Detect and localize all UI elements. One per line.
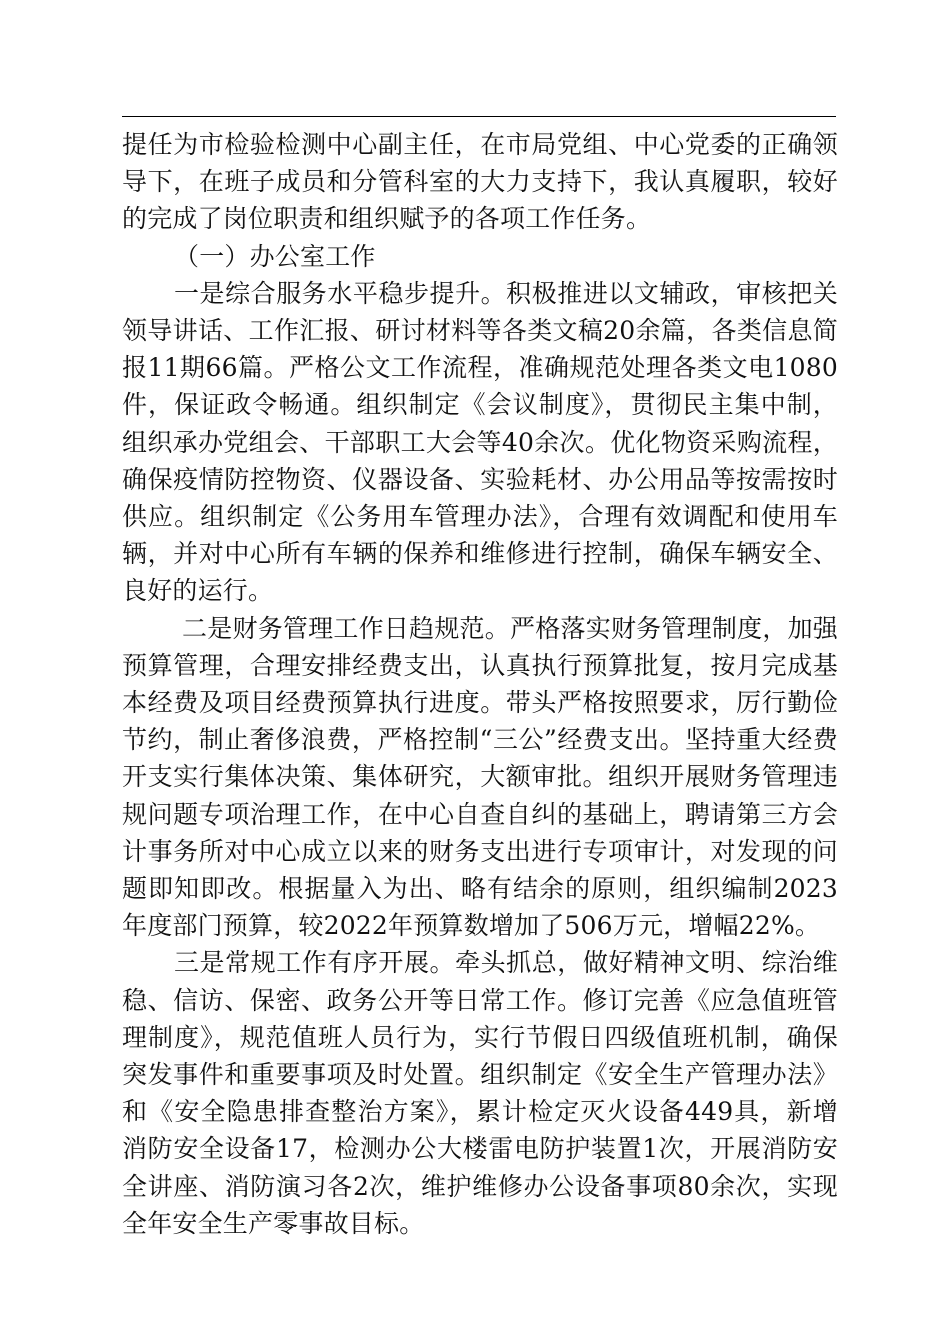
paragraph-continuation: 提任为市检验检测中心副主任，在市局党组、中心党委的正确领导下，在班子成员和分管科室的大力支持下，我认真履职，较好的完成了岗位职责和组织赋予的各项工作任务。 <box>122 130 838 234</box>
paragraph-service: 一是综合服务水平稳步提升。积极推进以文辅政，审核把关领导讲话、工作汇报、研讨材料等各类文稿20余篇，各类信息简报11期66篇。严格公文工作流程，准确规范处理各类文电1080件，保证政令畅通。组织制定《会议制度》，贯彻民主集中制，组织承办党组会、干部职工大会等40余次。优化物资采购流程，确保疫情防控物资、仪器设备、实验耗材、办公用品等按需按时供应。组织制定《公务用车管理办法》，合理有效调配和使用车辆，并对中心所有车辆的保养和维修进行控制，确保车辆安全、良好的运行。 <box>122 278 838 606</box>
paragraph-routine: 三是常规工作有序开展。牵头抓总，做好精神文明、综治维稳、信访、保密、政务公开等日常工作。修订完善《应急值班管理制度》，规范值班人员行为，实行节假日四级值班机制，确保突发事件和重要事项及时处置。组织制定《安全生产管理办法》和《安全隐患排查整治方案》，累计检定灭火设备449具，新增消防安全设备17，检测办公大楼雷电防护装置1次，开展消防安全讲座、消防演习各2次，维护维修办公设备事项80余次，实现全年安全生产零事故目标。 <box>122 948 838 1238</box>
paragraph-finance: 二是财务管理工作日趋规范。严格落实财务管理制度，加强预算管理，合理安排经费支出，认真执行预算批复，按月完成基本经费及项目经费预算执行进度。带头严格按照要求，厉行勤俭节约，制止奢侈浪费，严格控制“三公”经费支出。坚持重大经费开支实行集体决策、集体研究，大额审批。组织开展财务管理违规问题专项治理工作，在中心自查自纠的基础上，聘请第三方会计事务所对中心成立以来的财务支出进行专项审计，对发现的问题即知即改。根据量入为出、略有结余的原则，组织编制2023年度部门预算，较2022年预算数增加了506万元，增幅22%。 <box>122 613 838 941</box>
document-body <box>122 126 838 1242</box>
header-rule <box>122 116 836 117</box>
section-heading-office-work: （一）办公室工作 <box>174 241 376 271</box>
